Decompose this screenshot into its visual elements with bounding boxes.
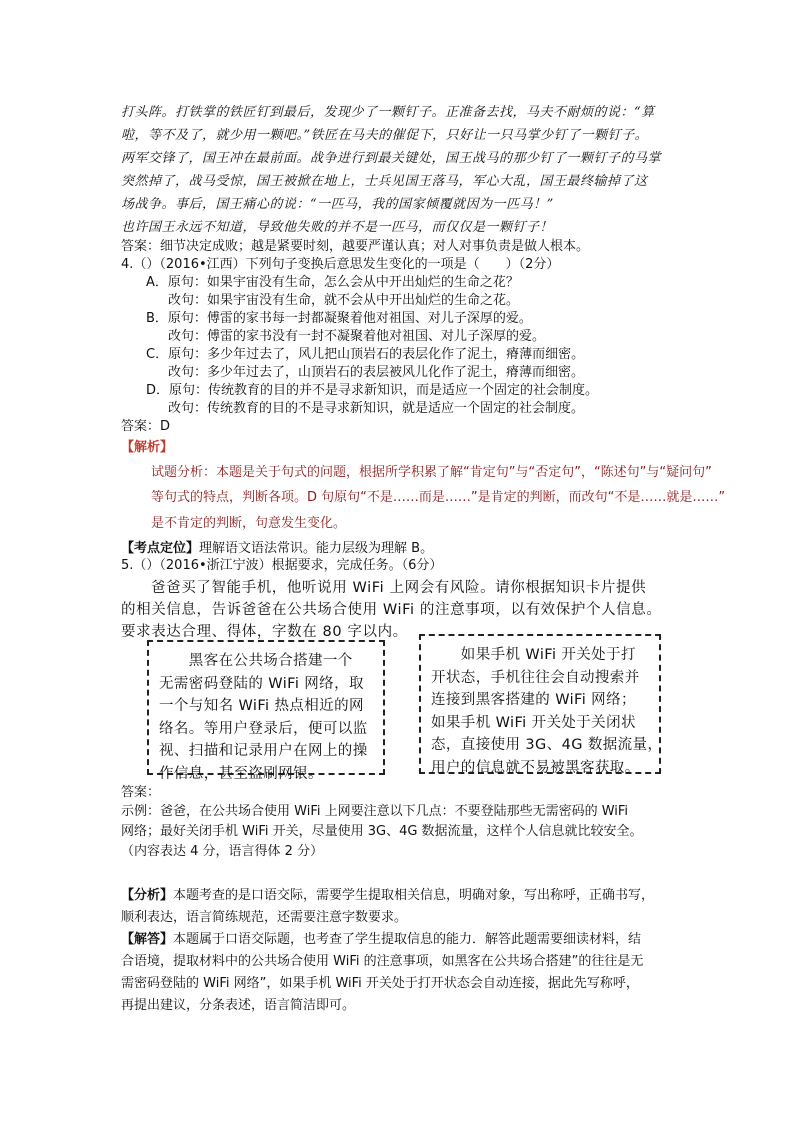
card-line: 如果手机 WiFi 开关处于打 <box>431 647 636 663</box>
q4-kaodian-text: 理解语文语法常识。能力层级为理解 B。 <box>199 541 434 556</box>
story-line: 两军交锋了，国王冲在最前面。战争进行到最关键处，国王战马的那少钉了一颗钉子的马掌 <box>121 151 662 166</box>
q4-option-a-original: A．原句：如果宇宙没有生命，怎么会从中开出灿烂的生命之花？ <box>146 275 519 290</box>
q5-example-line: （内容表达 4 分，语言得体 2 分） <box>121 844 324 859</box>
q5-jieda-text: 本题属于口语交际题，也考查了学生提取信息的能力．解答此题需要细读材料，结 <box>173 932 642 947</box>
q5-header: 5.（）（2016•浙江宁波）根据要求，完成任务。（6分） <box>121 558 443 573</box>
q4-option-d-changed: 改句：传统教育的目的不是寻求新知识，就是适应一个固定的社会制度。 <box>168 401 585 416</box>
story-line: 场战争。事后，国王痛心的说：“一匹马，我的国家倾覆就因为一匹马！” <box>121 197 554 212</box>
q4-option-c-original: C．原句：多少年过去了，风儿把山顶岩石的表层化作了泥土，瘠薄而细密。 <box>146 347 585 362</box>
card-line: 连接到黑客搭建的 WiFi 网络； <box>431 692 636 708</box>
knowledge-card-wifi-switch <box>419 634 661 774</box>
q5-jieda-line <box>121 928 641 947</box>
story-answer: 答案：细节决定成败；越是紧要时刻，越要严谨认真；对人对事负责是做人根本。 <box>121 239 590 254</box>
card-line: 无需密码登陆的 WiFi 网络，取 <box>159 675 364 692</box>
q5-intro-line: 要求表达合理、得体，字数在 80 字以内。 <box>121 624 408 640</box>
q5-jieda-line: 再提出建议，分条表述，语言简洁即可。 <box>121 998 356 1013</box>
q4-option-a-changed: 改句：如果宇宙没有生命，就不会从中开出灿烂的生命之花。 <box>168 293 520 308</box>
q4-analysis-line: 是不肯定的判断，句意发生变化。 <box>151 516 347 531</box>
card-line: 开状态，手机往往会自动搜索并 <box>431 669 640 686</box>
q4-option-b-changed: 改句：傅雷的家书没有一封不凝聚着他对祖国、对儿子深厚的爱。 <box>168 329 546 344</box>
q5-fenxi-line: 顺利表达，语言简练规范，还需要注意字数要求。 <box>121 910 408 925</box>
q5-example-line: 网络；最好关闭手机 WiFi 开关，尽量使用 3G、4G 数据流量，这样个人信息就比较安全。 <box>121 824 643 839</box>
q4-analysis-line: 等句式的特点，判断各项。D 句原句“不是……而是……”是肯定的判断，而改句“不是……就是……” <box>151 490 726 505</box>
q5-fenxi-line <box>121 884 654 903</box>
q5-intro-line: 爸爸买了智能手机，他听说用 WiFi 上网会有风险。请你根据知识卡片提供 <box>151 580 647 596</box>
q5-example-line: 示例：爸爸，在公共场合使用 WiFi 上网要注意以下几点：不要登陆那些无需密码的 WiFi <box>121 804 629 819</box>
q4-analysis-tag: 【解析】 <box>121 440 174 455</box>
story-line: 打头阵。打铁掌的铁匠钉到最后，发现少了一颗钉子。正准备去找，马夫不耐烦的说：“算 <box>121 105 655 120</box>
q4-option-d-original: D．原句：传统教育的目的并不是寻求新知识，而是适应一个固定的社会制度。 <box>146 383 599 398</box>
card-line: 用户的信息就不易被黑客获取。 <box>431 759 640 776</box>
q5-fenxi-text: 本题考查的是口语交际，需要学生提取相关信息，明确对象，写出称呼，正确书写， <box>173 888 655 903</box>
card-line: 黑客在公共场合搭建一个 <box>159 653 353 669</box>
card-line: 络名。等用户登录后，便可以监 <box>159 720 368 737</box>
card-line: 如果手机 WiFi 开关处于关闭状 <box>431 714 636 731</box>
q4-option-b-original: B．原句：傅雷的家书每一封都凝聚着他对祖国、对儿子深厚的爱。 <box>146 311 532 326</box>
q5-jieda-line: 合语境，提取材料中的公共场合使用 WiFi 的注意事项，如黑客在公共场合搭建”的往往是无 <box>121 954 644 969</box>
q4-answer: 答案：D <box>121 419 171 434</box>
q4-option-c-changed: 改句：多少年过去了，山顶岩石的表层被风儿化作了泥土，瘠薄而细密。 <box>168 365 585 380</box>
q5-answer-label: 答案： <box>121 785 161 800</box>
card-line: 态，直接使用 3G、4G 数据流量， <box>431 737 663 753</box>
card-line: 视、扫描和记录用户在网上的操 <box>159 743 368 759</box>
story-line: 也许国王永远不知道，导致他失败的并不是一匹马，而仅仅是一颗钉子！ <box>121 220 554 235</box>
q4-kaodian-tag: 【考点定位】 <box>121 541 200 556</box>
card-line: 作信息，甚至盗刷网银。 <box>159 765 323 782</box>
story-line: 啦，等不及了，就少用一颗吧。”铁匠在马夫的催促下，只好让一只马掌少钉了一颗钉子。 <box>121 128 649 143</box>
q4-header: 4.（）（2016•江西）下列句子变换后意思发生变化的一项是（ ）（2分） <box>121 257 560 272</box>
story-line: 突然掉了，战马受惊，国王被掀在地上，士兵见国王落马，军心大乱，国王最终输掉了这 <box>121 174 648 189</box>
q5-fenxi-tag: 【分析】 <box>121 888 174 903</box>
card-line: 一个与知名 WiFi 热点相近的网 <box>159 698 364 714</box>
q5-jieda-line: 需密码登陆的 WiFi 网络”，如果手机 WiFi 开关处于打开状态会自动连接，据此先写称呼， <box>121 976 639 991</box>
q5-intro-line: 的相关信息，告诉爸爸在公共场合使用 WiFi 的注意事项，以有效保护个人信息。 <box>121 602 662 618</box>
knowledge-card-hacker <box>147 640 385 782</box>
q5-jieda-tag: 【解答】 <box>121 932 174 947</box>
q4-analysis-line: 试题分析：本题是关于句式的问题，根据所学积累了解“肯定句”与“否定句”，“陈述句”与“疑问句” <box>151 465 712 480</box>
